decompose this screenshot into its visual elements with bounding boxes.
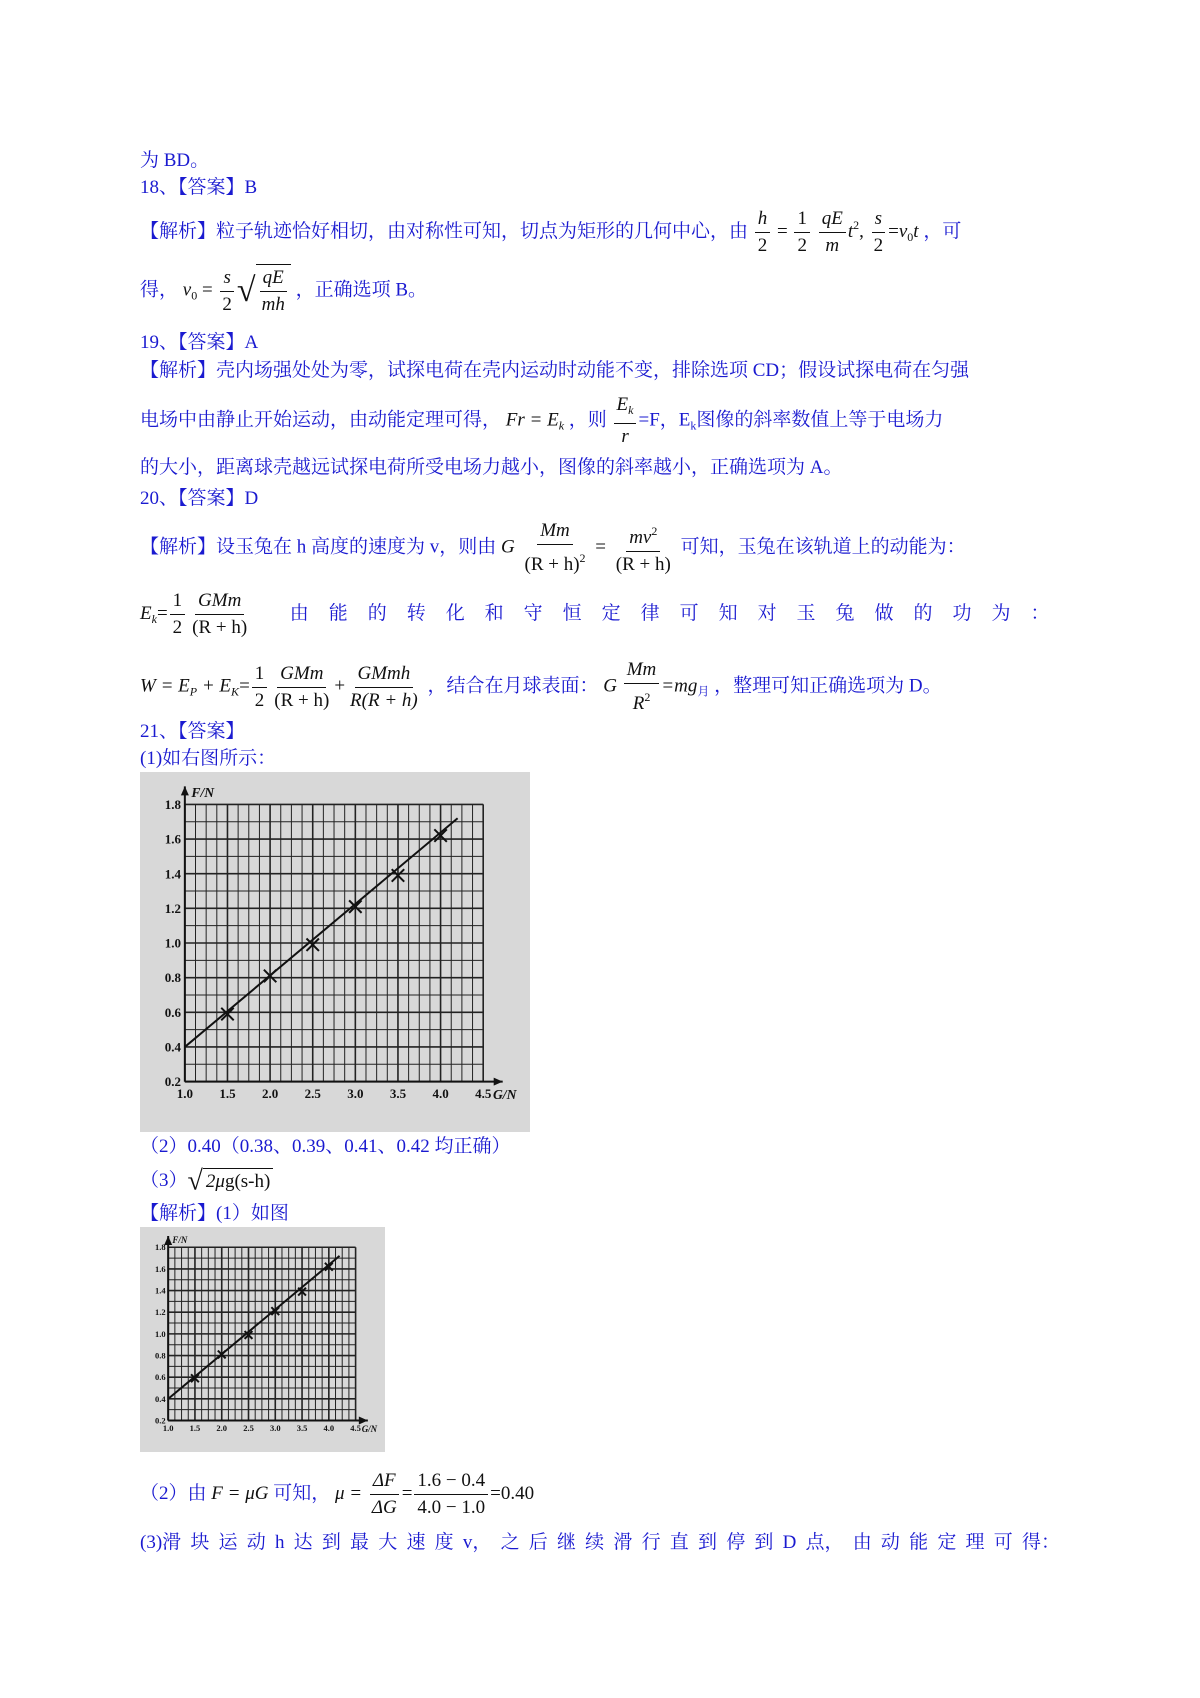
text-char: 可	[679, 602, 699, 624]
text: 图像的斜率数值上等于电场力	[696, 409, 944, 431]
text-char: v，	[462, 1532, 492, 1553]
fraction: $\frac{\Delta F}{\Delta G}$	[371, 1470, 397, 1518]
x-tick-label: 1.5	[189, 1423, 201, 1434]
text-char: ：	[1030, 602, 1050, 624]
text-char: 守	[523, 602, 543, 624]
text-char: 为	[991, 602, 1011, 624]
explanation-20-line1: 【解析】设玉兔在 h 高度的速度为 v，则由 G $\frac{Mm}{(R + h)^2}$ = $\frac{mv^2}{(R + h)}$ 可知，玉兔在该轨道上的动能为：	[140, 518, 966, 578]
explanation-21-line2: （2）由 F = μG 可知， μ = $\frac{\Delta F}{\Delta G}$ = $\frac{1.6 - 0.4}{4.0 - 1.0}$ =0.40	[140, 1468, 534, 1521]
x-tick-label: 1.0	[176, 1085, 193, 1101]
text: （2）由	[140, 1482, 207, 1504]
x-axis-label: G/N	[361, 1423, 378, 1434]
text: =0.40	[490, 1482, 535, 1504]
text: 【解析】设玉兔在 h 高度的速度为 v，则由	[140, 536, 497, 558]
y-tick-label: 1.4	[164, 866, 181, 882]
text-char: 动	[246, 1532, 266, 1553]
square-root: $\frac{qE}{mh}$	[256, 264, 291, 318]
text-char: 到	[754, 1532, 774, 1553]
y-tick-label: 0.4	[164, 1039, 181, 1055]
text: ，整理可知正确选项为 D。	[714, 675, 942, 697]
x-tick-label: 4.5	[475, 1085, 492, 1101]
text-char: (3)滑	[140, 1532, 182, 1553]
x-tick-label: 3.5	[296, 1423, 308, 1434]
answer-19: 19、【答案】A	[140, 332, 259, 353]
y-tick-label: 0.2	[155, 1415, 166, 1426]
text-char: 玉	[796, 602, 816, 624]
fraction: $\frac{s}{2}$	[222, 266, 232, 315]
fraction: $\frac{1}{2}$	[170, 588, 186, 641]
y-tick-label: 1.0	[164, 935, 181, 951]
y-axis-label: F/N	[172, 1234, 188, 1245]
x-tick-label: 3.0	[347, 1085, 364, 1101]
x-tick-label: 3.0	[269, 1423, 281, 1434]
text-char: 的	[367, 602, 387, 624]
y-tick-label: 0.2	[164, 1074, 181, 1090]
fraction: $\frac{Mm}{R^2}$	[624, 657, 660, 717]
text-char: 能	[328, 602, 348, 624]
answer-21-part2: （2）0.40（0.38、0.39、0.41、0.42 均正确）	[140, 1136, 511, 1157]
text-char: 恒	[562, 602, 582, 624]
x-tick-label: 1.5	[219, 1085, 236, 1101]
justified-text	[140, 1530, 1060, 1556]
explanation-21-line3	[140, 1530, 1060, 1556]
text: 可知，	[273, 1482, 331, 1504]
chart-background	[140, 1227, 385, 1452]
y-tick-label: 0.6	[164, 1004, 181, 1020]
x-tick-label: 1.0	[162, 1423, 174, 1434]
y-tick-label: 0.8	[164, 970, 181, 986]
text-char: 到	[697, 1532, 717, 1553]
text-char: 能	[909, 1532, 929, 1553]
chart-svg	[140, 1227, 385, 1452]
answer-21-part1: (1)如右图所示：	[140, 748, 277, 769]
chart-large	[140, 772, 530, 1132]
explanation-20-line2: $E_k=$ $\frac{1}{2}$ $\frac{\text{GMm}}{(R + h)}$ 由 能 的 转 化 和 守 恒 定 律 可 知 对 玉 兔 做 的 功 为 ：	[140, 588, 1050, 641]
y-tick-label: 1.4	[155, 1285, 166, 1296]
answer-18: 18、【答案】B	[140, 177, 258, 198]
text: ，结合在月球表面：	[427, 675, 599, 697]
text-char: 到	[321, 1532, 341, 1553]
fraction: $\frac{\text{GMm}}{(R + h)}$	[274, 662, 330, 711]
text-char: 做	[874, 602, 894, 624]
chart-svg	[140, 772, 530, 1132]
text: 可知，玉兔在该轨道上的动能为：	[680, 536, 966, 558]
text-char: 行	[641, 1532, 661, 1553]
text-char: 知	[718, 602, 738, 624]
text-char: 大	[378, 1532, 398, 1553]
chart-small	[140, 1227, 385, 1452]
x-tick-label: 2.0	[216, 1423, 228, 1434]
fraction: $\frac{\text{GMm}}{(R + h)}$	[192, 590, 248, 638]
x-axis-label: G/N	[492, 1087, 517, 1103]
text-char: 定	[601, 602, 621, 624]
text-char: 之	[500, 1532, 520, 1553]
text-char: 度	[434, 1532, 454, 1553]
text-char: 点，	[805, 1532, 844, 1553]
explanation-19-line1: 【解析】壳内场强处处为零，试探电荷在壳内运动时动能不变，排除选项 CD；假设试探电荷在匀强	[140, 360, 970, 381]
explanation-18-line1: 【解析】粒子轨迹恰好相切，由对称性可知，切点为矩形的几何中心，由 $\frac{h}{2}$ = $\frac{1}{2}$ $\frac{qE}{m}$ $t^2$, $\frac{s}{2}$ $=v_0t$ ，可	[140, 206, 961, 259]
chart-background	[140, 772, 530, 1132]
text: ，则	[568, 409, 607, 431]
text-char: 块	[190, 1532, 210, 1553]
explanation-21-line1: 【解析】(1）如图	[140, 1203, 289, 1224]
fraction: $\frac{1.6 - 0.4}{4.0 - 1.0}$	[414, 1468, 488, 1521]
text: （3）	[140, 1170, 188, 1191]
text-char: 得：	[1021, 1532, 1060, 1553]
text-char: 对	[757, 602, 777, 624]
text: 得，	[140, 279, 179, 301]
text: ，正确选项 B。	[295, 279, 428, 301]
text-char: 定	[937, 1532, 957, 1553]
fraction: $\frac{Mm}{(R + h)^2}$	[524, 520, 586, 575]
x-tick-label: 4.0	[323, 1423, 335, 1434]
text-char: 最	[350, 1532, 370, 1553]
text-char: 动	[880, 1532, 900, 1553]
y-tick-label: 1.0	[155, 1328, 166, 1339]
text-char: 化	[445, 602, 465, 624]
answer-21-part3: （3）√ 2μg(s-h)	[140, 1168, 273, 1195]
text-char: D	[782, 1532, 797, 1553]
text-char: 由	[289, 602, 309, 624]
text-char: 滑	[613, 1532, 633, 1553]
y-tick-label: 1.2	[155, 1307, 166, 1318]
text-char: 速	[406, 1532, 426, 1553]
text-char: 由	[852, 1532, 872, 1553]
text: 【解析】粒子轨迹恰好相切，由对称性可知，切点为矩形的几何中心，由	[140, 220, 749, 242]
x-tick-label: 4.0	[432, 1085, 449, 1101]
fraction: $\frac{E_k}{r}$	[614, 392, 637, 450]
x-tick-label: 2.5	[243, 1423, 254, 1434]
text-char: h	[274, 1532, 285, 1553]
text-char: 理	[965, 1532, 985, 1553]
text-char: 可	[993, 1532, 1013, 1553]
y-axis-label: F/N	[191, 785, 215, 801]
explanation-18-line2: 得， $v_0$ = $\frac{s}{2}$ √ $\frac{qE}{mh}$ ，正确选项 B。	[140, 264, 427, 318]
text: ，可	[923, 220, 962, 242]
explanation-20-line3: $W = E_P + E_K=$ $\frac{1}{2}$ $\frac{\text{GMm}}{(R + h)}$ + $\frac{\text{GMmh}}{R(R + h)}$ ，结合在月球表面： G $\frac{Mm}{R^2}$ $=mg_月$ ，整理可知正确选项为 D。	[140, 657, 942, 717]
y-tick-label: 1.6	[155, 1263, 166, 1274]
y-tick-label: 0.6	[155, 1372, 166, 1383]
x-tick-label: 2.0	[261, 1085, 279, 1101]
y-tick-label: 0.8	[155, 1350, 166, 1361]
text-char: 后	[528, 1532, 548, 1553]
x-tick-label: 2.5	[304, 1085, 321, 1101]
fraction: $\frac{mv^2}{(R + h)}$	[613, 518, 674, 578]
fraction: $\frac{\text{GMmh}}{R(R + h)}$	[350, 662, 418, 711]
subscript: k	[690, 418, 697, 433]
text-char: 功	[952, 602, 972, 624]
text-char: 的	[913, 602, 933, 624]
text: =F，E	[638, 409, 691, 431]
justified-text	[290, 601, 1050, 627]
y-tick-label: 1.8	[155, 1242, 166, 1253]
fraction: $\frac{1}{2}$	[794, 206, 810, 259]
text-char: 直	[669, 1532, 689, 1553]
text-char: 转	[406, 602, 426, 624]
answer-20: 20、【答案】D	[140, 488, 259, 509]
text-char: 达	[293, 1532, 313, 1553]
text-line: 为 BD。	[140, 150, 210, 171]
y-tick-label: 1.2	[164, 900, 181, 916]
x-tick-label: 4.5	[350, 1423, 361, 1434]
text-char: 运	[218, 1532, 238, 1553]
y-tick-label: 0.4	[155, 1393, 166, 1404]
x-tick-label: 3.5	[389, 1085, 407, 1101]
answer-21: 21、【答案】	[140, 721, 245, 742]
fraction: $\frac{h}{2}$	[755, 206, 771, 259]
fraction: $\frac{1}{2}$	[252, 661, 268, 714]
y-tick-label: 1.8	[164, 796, 181, 812]
explanation-19-line3: 的大小，距离球壳越远试探电荷所受电场力越小，图像的斜率越小，正确选项为 A。	[140, 457, 843, 478]
y-tick-label: 1.6	[164, 831, 181, 847]
fraction: $\frac{s}{2}$	[873, 208, 884, 256]
text-char: 律	[640, 602, 660, 624]
text: 电场中由静止开始运动，由动能定理可得，	[140, 409, 502, 431]
text-char: 继	[556, 1532, 576, 1553]
text-char: 和	[484, 602, 504, 624]
text-char: 兔	[835, 602, 855, 624]
fraction: $\frac{qE}{m}$	[819, 206, 846, 259]
text-char: 停	[726, 1532, 746, 1553]
explanation-19-line2: 电场中由静止开始运动，由动能定理可得， $Fr = E_k$ ，则 $\frac{E_k}{r}$ =F，$E_k$图像的斜率数值上等于电场力	[140, 392, 943, 450]
text-char: 续	[585, 1532, 605, 1553]
